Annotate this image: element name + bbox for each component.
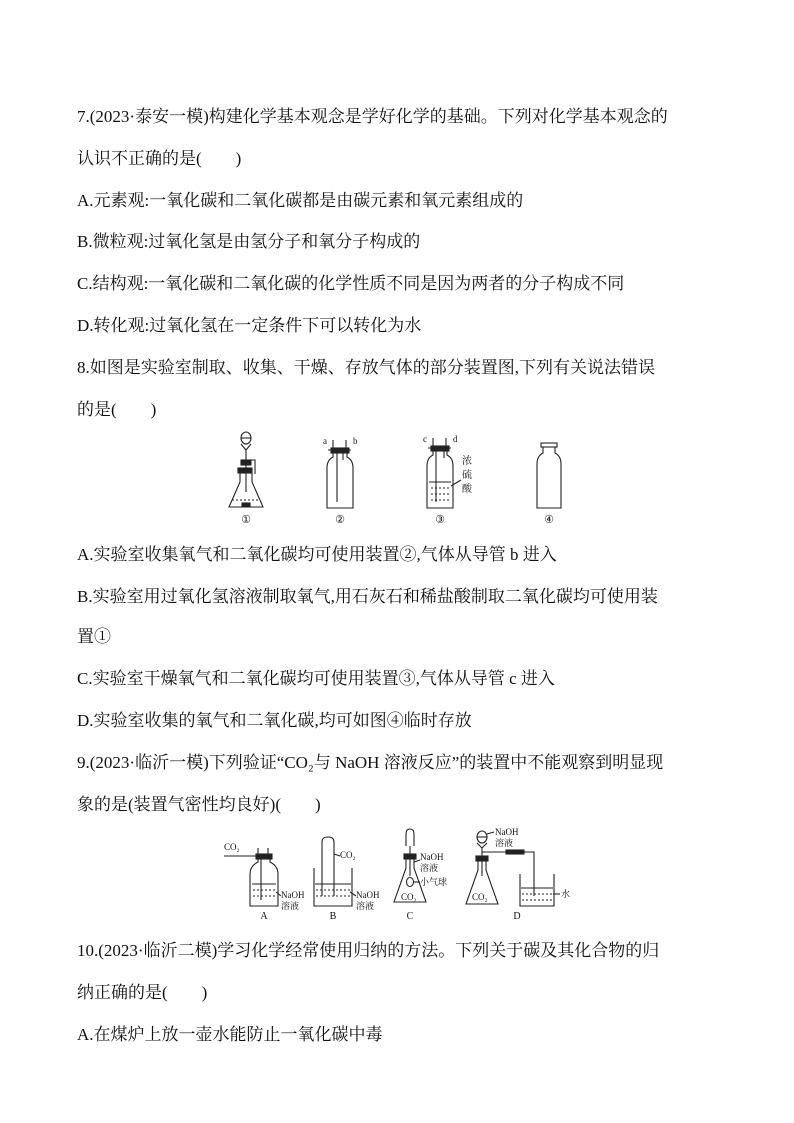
q10-stem-line-2: 纳正确的是( ) — [77, 983, 208, 1002]
d-co2-label: CO₂ — [472, 892, 488, 902]
acid-label-1: 浓 — [462, 456, 472, 467]
device-label-4: ④ — [544, 514, 554, 526]
device-label-3: ③ — [435, 514, 445, 526]
tube-c-label: c — [423, 434, 427, 444]
q7-option-a: A.元素观:一氧化碳和二氧化碳都是由碳元素和氧元素组成的 — [77, 191, 524, 210]
d-solution-label: 溶液 — [495, 838, 514, 848]
q8-stem-line-1: 8.如图是实验室制取、收集、干燥、存放气体的部分装置图,下列有关说法错误 — [77, 358, 655, 377]
tube-d-label: d — [453, 434, 458, 444]
c-balloon-label: 小气球 — [420, 877, 448, 887]
apparatus-label-b: B — [329, 911, 337, 922]
q9-stem-line-1: 9.(2023·临沂一模)下列验证“CO₂与 NaOH 溶液反应”的装置中不能观察到明显现 — [77, 753, 664, 772]
q7-stem-line-2: 认识不正确的是( ) — [77, 149, 242, 168]
apparatus-label-a: A — [260, 911, 268, 922]
q9-apparatus-figure — [220, 826, 575, 922]
tube-a-label: a — [323, 436, 327, 446]
apparatus-label-c: C — [406, 911, 414, 922]
q8-option-b-line-2: 置① — [77, 627, 111, 646]
a-naoh-label: NaOH — [281, 890, 305, 900]
drying-bottle-apparatus — [427, 438, 461, 508]
tube-b-label: b — [353, 436, 358, 446]
acid-label-2: 硫 — [462, 470, 472, 481]
device-label-1: ① — [241, 514, 251, 526]
q9-stem-line-2: 象的是(装置气密性均良好)( ) — [77, 795, 321, 814]
c-solution-label: 溶液 — [420, 863, 439, 873]
gas-storage-bottle — [537, 443, 561, 508]
a-solution-label: 溶液 — [281, 901, 300, 911]
apparatus-a — [224, 848, 281, 906]
q7-option-d: D.转化观:过氧化氢在一定条件下可以转化为水 — [77, 316, 422, 335]
q8-option-a: A.实验室收集氧气和二氧化碳均可使用装置②,气体从导管 b 进入 — [77, 545, 557, 564]
device-label-2: ② — [335, 514, 345, 526]
b-co2-label: CO₂ — [340, 850, 356, 860]
q8-apparatus-figure — [225, 430, 570, 528]
q7-stem-line-1: 7.(2023·泰安一模)构建化学基本观念是学好化学的基础。下列对化学基本观念的 — [77, 107, 668, 126]
apparatus-b — [314, 837, 356, 906]
q10-stem-line-1: 10.(2023·临沂二模)学习化学经常使用归纳的方法。下列关于碳及其化合物的归 — [77, 941, 660, 960]
acid-label-3: 酸 — [462, 484, 472, 495]
b-naoh-label: NaOH — [356, 890, 380, 900]
apparatus-label-d: D — [513, 911, 521, 922]
q7-option-b: B.微粒观:过氧化氢是由氢分子和氧分子构成的 — [77, 232, 421, 251]
q8-option-c: C.实验室干燥氧气和二氧化碳均可使用装置③,气体从导管 c 进入 — [77, 669, 555, 688]
q8-option-d: D.实验室收集的氧气和二氧化碳,均可如图④临时存放 — [77, 711, 472, 730]
q8-option-b-line-1: B.实验室用过氧化氢溶液制取氧气,用石灰石和稀盐酸制取二氧化碳均可使用装 — [77, 587, 658, 606]
gas-collection-bottle-apparatus — [327, 440, 353, 508]
a-co2-label: CO₂ — [224, 842, 240, 852]
q10-option-a: A.在煤炉上放一壶水能防止一氧化碳中毒 — [77, 1025, 383, 1044]
b-solution-label: 溶液 — [356, 901, 375, 911]
c-naoh-label: NaOH — [420, 852, 444, 862]
q8-stem-line-2: 的是( ) — [77, 400, 157, 419]
c-co2-label: CO₂ — [401, 892, 417, 902]
q7-option-c: C.结构观:一氧化碳和二氧化碳的化学性质不同是因为两者的分子构成不同 — [77, 274, 625, 293]
flask-with-funnel-apparatus — [229, 432, 263, 507]
d-water-label: 水 — [561, 889, 571, 899]
d-naoh-label: NaOH — [495, 827, 519, 837]
